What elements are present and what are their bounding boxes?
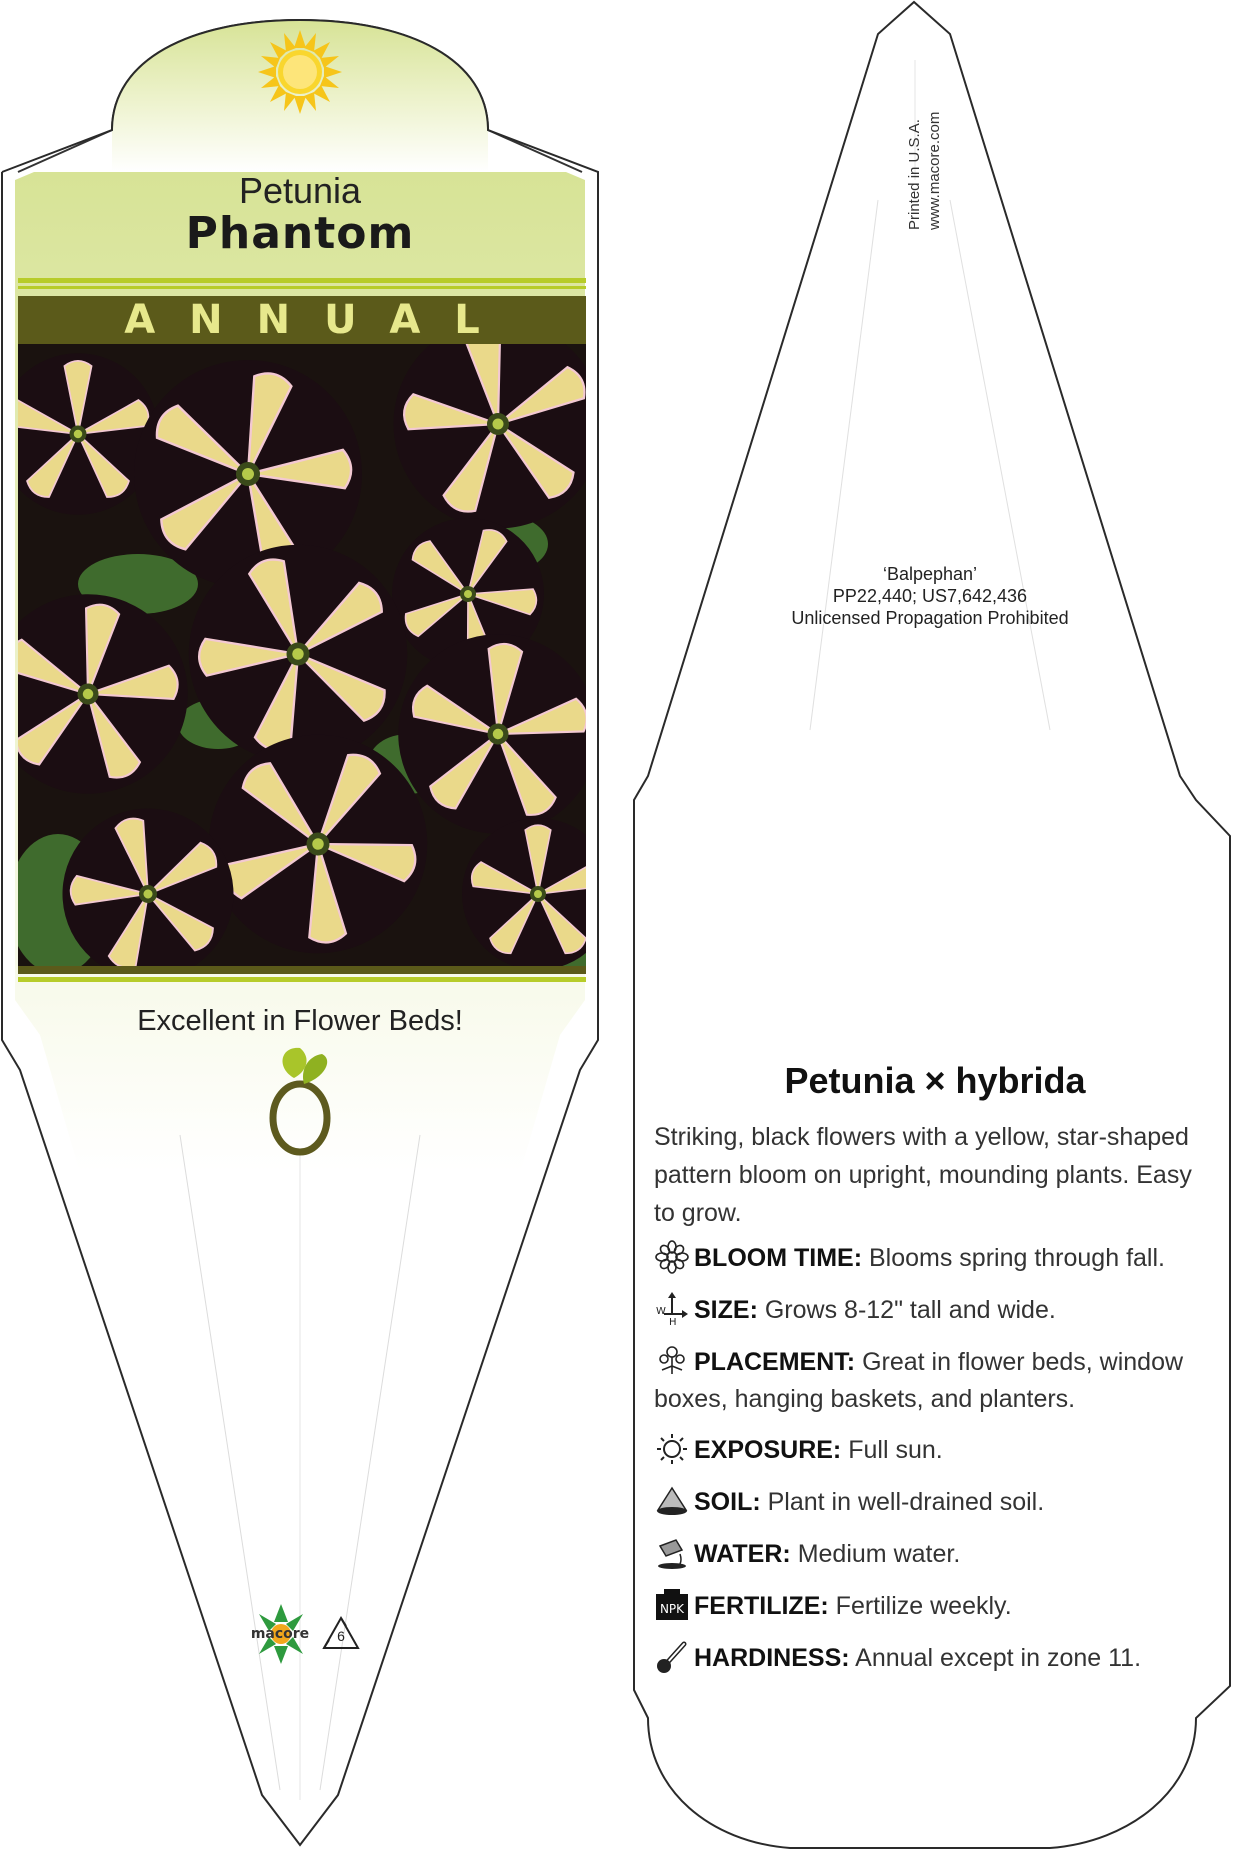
care-label: PLACEMENT: bbox=[694, 1348, 856, 1376]
care-item-hardiness bbox=[654, 1640, 1224, 1677]
care-label: HARDINESS: bbox=[694, 1644, 850, 1672]
care-value: Blooms spring through fall. bbox=[868, 1244, 1165, 1272]
website: www.macore.com bbox=[926, 111, 943, 230]
npk-text: NPK bbox=[659, 1602, 685, 1616]
petunia-photo bbox=[18, 344, 586, 966]
care-label: SOIL: bbox=[694, 1488, 761, 1516]
care-value: Medium water. bbox=[797, 1540, 961, 1568]
recycle-code: 6 bbox=[337, 1628, 345, 1644]
care-value: Fertilize weekly. bbox=[835, 1592, 1012, 1620]
size-icon-w: W bbox=[656, 1306, 666, 1317]
scientific-name: Petunia × hybrida bbox=[784, 1060, 1086, 1101]
care-value: Great in flower beds, window boxes, hanging baskets, and planters. bbox=[654, 1348, 1184, 1413]
patent-info bbox=[740, 563, 1120, 629]
sun-icon bbox=[654, 1432, 690, 1466]
care-label: EXPOSURE: bbox=[694, 1436, 842, 1464]
care-item-size bbox=[654, 1292, 1224, 1329]
npk-icon bbox=[654, 1588, 690, 1622]
patent-numbers: PP22,440; US7,642,436 bbox=[832, 586, 1028, 606]
placement-icon bbox=[654, 1344, 690, 1378]
care-item-placement bbox=[654, 1344, 1224, 1418]
care-label: SIZE: bbox=[694, 1296, 758, 1324]
print-info bbox=[905, 112, 945, 230]
care-item-exposure bbox=[654, 1432, 1224, 1469]
flower-icon bbox=[654, 1240, 690, 1274]
water-icon bbox=[654, 1536, 690, 1570]
sun-logo-icon bbox=[258, 30, 342, 114]
description: Striking, black flowers with a yellow, star-shaped pattern bloom on upright, mounding plants. Easy to grow. bbox=[654, 1123, 1192, 1227]
care-item-water bbox=[654, 1536, 1224, 1573]
front-genus: Petunia bbox=[238, 170, 362, 211]
macore-brand: macore bbox=[250, 1626, 310, 1642]
thermometer-icon bbox=[654, 1640, 690, 1674]
care-label: BLOOM TIME: bbox=[694, 1244, 863, 1272]
care-value: Grows 8-12" tall and wide. bbox=[764, 1296, 1056, 1324]
front-slogan: Excellent in Flower Beds! bbox=[137, 1005, 463, 1037]
care-value: Plant in well-drained soil. bbox=[767, 1488, 1045, 1516]
care-item-soil bbox=[654, 1484, 1224, 1521]
care-item-fertilize bbox=[654, 1588, 1224, 1625]
patent-notice: Unlicensed Propagation Prohibited bbox=[791, 608, 1069, 628]
variety-name: ‘Balpephan’ bbox=[882, 564, 978, 584]
front-cultivar: Phantom bbox=[185, 208, 415, 259]
care-item-bloom bbox=[654, 1240, 1224, 1277]
printed-in: Printed in U.S.A. bbox=[906, 119, 923, 230]
care-label: FERTILIZE: bbox=[694, 1592, 829, 1620]
care-value: Annual except in zone 11. bbox=[855, 1644, 1142, 1672]
category-band: ANNUAL bbox=[18, 296, 586, 344]
care-label: WATER: bbox=[694, 1540, 791, 1568]
size-icon bbox=[654, 1292, 690, 1326]
soil-icon bbox=[654, 1484, 690, 1518]
care-value: Full sun. bbox=[848, 1436, 943, 1464]
size-icon-h: H bbox=[669, 1317, 677, 1326]
